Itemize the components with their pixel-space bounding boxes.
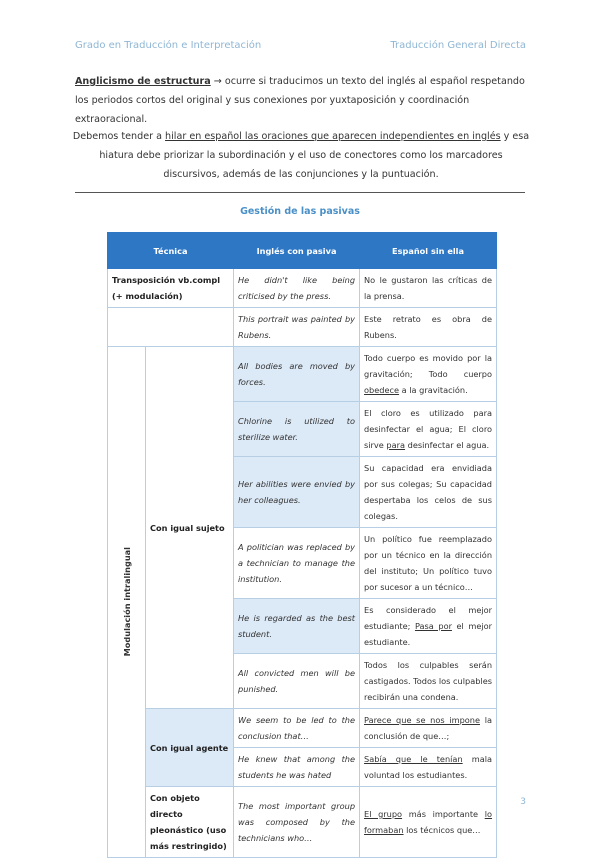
intro-arrow: → <box>210 76 225 87</box>
header-espanol: Español sin ella <box>360 233 497 269</box>
table-cell-es <box>360 402 497 457</box>
transposicion-label: Transposición vb.compl (+ modulación) <box>108 269 234 308</box>
objeto-directo-label: Con objeto directo pleonástico (uso más restringido) <box>146 787 234 858</box>
table-cell-es <box>360 787 497 858</box>
table-cell-es <box>360 654 497 709</box>
es-text: Todos los culpables serán castigados. Todos los culpables recibirán una condena. <box>364 660 493 702</box>
header-tecnica: Técnica <box>108 233 234 269</box>
es-underlined: Parece que se nos impone <box>364 715 481 725</box>
table-cell-es <box>360 528 497 599</box>
table-row <box>108 787 497 858</box>
es-text: más importante <box>402 809 485 819</box>
table-cell-en: He knew that among the students he was hated <box>234 748 360 787</box>
header-right: Traducción General Directa <box>390 40 526 51</box>
table-cell-es: Este retrato es obra de Rubens. <box>360 308 497 347</box>
advice-pre: Debemos tender a <box>72 131 166 142</box>
es-text: a la gravitación. <box>399 385 468 395</box>
table-cell-en: The most important group was composed by the technicians who… <box>234 787 360 858</box>
es-underlined: Pasa por <box>414 621 452 631</box>
table-cell-en: A politician was replaced by a technician to manage the institution. <box>234 528 360 599</box>
table-cell-en: He is regarded as the best student. <box>234 599 360 654</box>
es-underlined: Sabía que le tenían <box>364 754 463 764</box>
table-row <box>108 308 497 347</box>
es-text: El cloro es utilizado para desinfectar el agua; El cloro sirve <box>364 408 493 450</box>
empty-cell <box>108 308 234 347</box>
table-header-row <box>108 233 497 269</box>
es-underlined: lo formaban <box>364 809 493 835</box>
table-cell-en: All bodies are moved by forces. <box>234 347 360 402</box>
igual-agente-label: Con igual agente <box>146 709 234 787</box>
group-cell <box>108 347 146 858</box>
table-row <box>108 269 497 308</box>
group-label: Modulación intralingual <box>121 547 132 657</box>
divider <box>75 192 525 193</box>
table-row <box>108 709 497 748</box>
es-text: Todo cuerpo es movido por la gravitación; Todo cuerpo <box>364 353 493 379</box>
table-caption: Gestión de las pasivas <box>240 206 360 217</box>
es-text: mala voluntad los estudiantes. <box>364 754 493 780</box>
advice-paragraph <box>70 127 532 184</box>
es-underlined: El grupo <box>364 809 403 819</box>
advice-underlined: hilar en español las oraciones que aparecen independientes en inglés <box>165 131 501 142</box>
header-left: Grado en Traducción e Interpretación <box>75 40 262 51</box>
table-cell-en: Her abilities were envied by her colleagues. <box>234 457 360 528</box>
table-cell-en: He didn't like being criticised by the press. <box>234 269 360 308</box>
es-underlined: obedece <box>364 385 400 395</box>
passives-table <box>107 232 497 858</box>
table-row <box>108 347 497 402</box>
table-cell-en: We seem to be led to the conclusion that… <box>234 709 360 748</box>
table-cell-es <box>360 599 497 654</box>
table-cell-es <box>360 748 497 787</box>
es-text: la conclusión de que…; <box>364 715 493 741</box>
intro-term: Anglicismo de estructura <box>75 76 211 87</box>
es-text: Es considerado el mejor estudiante; <box>364 605 493 631</box>
table-cell-en: This portrait was painted by Rubens. <box>234 308 360 347</box>
table-cell-en: Chlorine is utilized to sterilize water. <box>234 402 360 457</box>
advice-post: y esa hiatura debe priorizar la subordinación y el uso de conectores como los marcadores discursivos, además de las conjunciones y la puntuación. <box>99 131 530 180</box>
intro-paragraph <box>75 72 527 129</box>
page-number: 3 <box>520 797 526 807</box>
table-cell-es <box>360 347 497 402</box>
es-text: Su capacidad era envidiada por sus colegas; Su capacidad despertaba los celos de sus colegas. <box>364 463 493 521</box>
es-underlined: para <box>386 440 406 450</box>
table-cell-es <box>360 709 497 748</box>
es-text: desinfectar el agua. <box>405 440 490 450</box>
table-cell-es: No le gustaron las críticas de la prensa. <box>360 269 497 308</box>
table-cell-es <box>360 457 497 528</box>
es-text: los técnicos que… <box>403 825 481 835</box>
header-ingles: Inglés con pasiva <box>234 233 360 269</box>
intro-text: ocurre si traducimos un texto del inglés al español respetando los periodos cortos del original y sus conexiones por yuxtaposición y coordinación extraoracional. <box>75 76 525 125</box>
table-cell-en: All convicted men will be punished. <box>234 654 360 709</box>
es-text: el mejor estudiante. <box>364 621 493 647</box>
igual-sujeto-label: Con igual sujeto <box>146 347 234 709</box>
es-text: Un político fue reemplazado por un técnico en la dirección del instituto; Un político tuvo por sucesor a un técnico… <box>364 534 493 592</box>
